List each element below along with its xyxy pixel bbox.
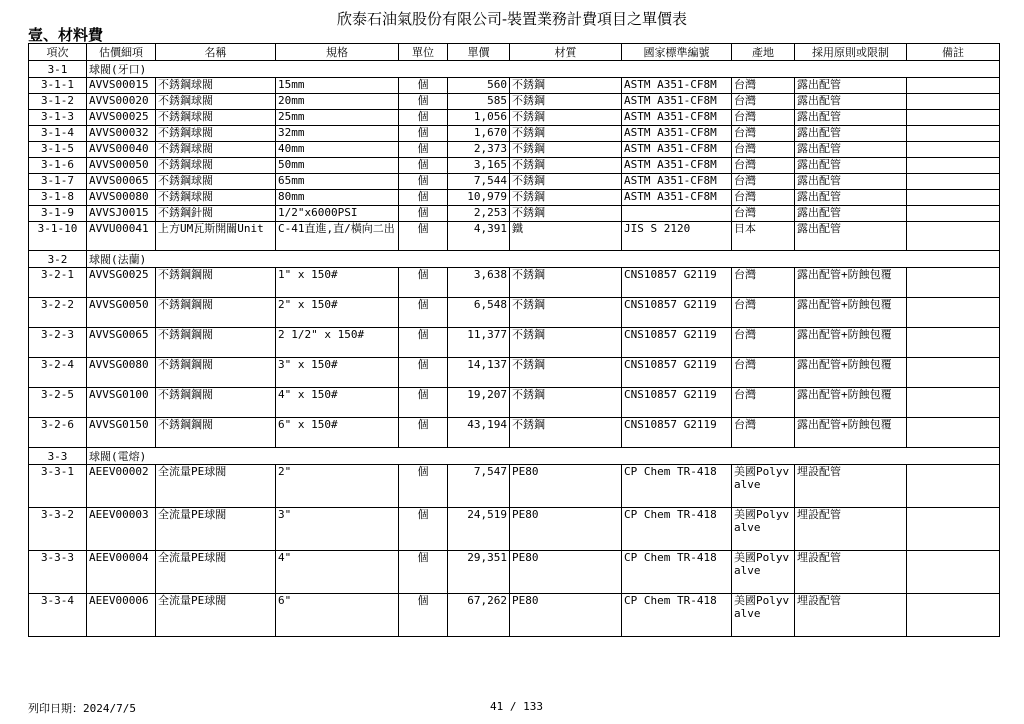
cell-origin: 台灣 [732,126,795,142]
cell-no: 3-1-5 [29,142,87,158]
cell-material: 不銹鋼 [510,174,622,190]
cell-no: 3-3-3 [29,551,87,594]
cell-note [907,190,1000,206]
cell-standard: ASTM A351-CF8M [622,142,732,158]
column-header: 備註 [907,44,1000,61]
cell-unit: 個 [399,190,448,206]
cell-rule: 露出配管+防蝕包覆 [795,298,907,328]
cell-origin: 台灣 [732,268,795,298]
column-header: 材質 [510,44,622,61]
table-row [29,268,1000,298]
cell-name: 不銹鋼球閥 [156,78,276,94]
cell-price: 19,207 [448,388,510,418]
cell-origin: 台灣 [732,94,795,110]
cell-standard: ASTM A351-CF8M [622,158,732,174]
cell-spec: 3" [276,508,399,551]
cell-standard: ASTM A351-CF8M [622,94,732,110]
cell-name: 不銹鋼鋼閥 [156,298,276,328]
cell-item: AVVSG0025 [87,268,156,298]
cell-unit: 個 [399,298,448,328]
cell-note [907,206,1000,222]
cell-standard: CP Chem TR-418 [622,551,732,594]
print-date: 列印日期：2024/7/5 [28,702,136,715]
cell-no: 3-1-8 [29,190,87,206]
cell-price: 3,638 [448,268,510,298]
cell-price: 585 [448,94,510,110]
column-header: 規格 [276,44,399,61]
table-row [29,94,1000,110]
cell-name: 全流量PE球閥 [156,594,276,637]
cell-no: 3-2-2 [29,298,87,328]
cell-name: 全流量PE球閥 [156,508,276,551]
table-row [29,328,1000,358]
cell-material: PE80 [510,508,622,551]
cell-note [907,174,1000,190]
cell-standard: CNS10857 G2119 [622,388,732,418]
column-header: 單價 [448,44,510,61]
cell-rule: 露出配管 [795,78,907,94]
cell-spec: 32mm [276,126,399,142]
cell-no: 3-2-6 [29,418,87,448]
cell-price: 14,137 [448,358,510,388]
cell-material: 不銹鋼 [510,190,622,206]
cell-spec: 2" x 150# [276,298,399,328]
cell-unit: 個 [399,328,448,358]
table-row [29,126,1000,142]
cell-note [907,126,1000,142]
table-row [29,158,1000,174]
cell-unit: 個 [399,206,448,222]
cell-unit: 個 [399,94,448,110]
cell-origin: 美國Polyvalve [732,465,795,508]
cell-material: 不銹鋼 [510,110,622,126]
cell-spec: C-41直進,直/橫向二出 [276,222,399,251]
document-title: 欣泰石油氣股份有限公司-裝置業務計費項目之單價表 [336,10,688,28]
cell-material: 不銹鋼 [510,268,622,298]
cell-rule: 露出配管 [795,190,907,206]
cell-note [907,358,1000,388]
cell-standard: CNS10857 G2119 [622,328,732,358]
cell-item: AVVSG0100 [87,388,156,418]
cell-note [907,110,1000,126]
cell-price: 1,670 [448,126,510,142]
cell-item: AVVS00050 [87,158,156,174]
cell-unit: 個 [399,110,448,126]
cell-rule: 埋設配管 [795,508,907,551]
cell-spec: 1/2"x6000PSI [276,206,399,222]
cell-item: AEEV00002 [87,465,156,508]
group-code: 3-1 [29,61,87,78]
cell-material: 不銹鋼 [510,78,622,94]
cell-origin: 台灣 [732,298,795,328]
cell-spec: 3" x 150# [276,358,399,388]
cell-standard: CP Chem TR-418 [622,465,732,508]
table-row [29,388,1000,418]
table-row [29,78,1000,94]
table-row [29,110,1000,126]
cell-no: 3-2-1 [29,268,87,298]
cell-no: 3-1-9 [29,206,87,222]
cell-note [907,418,1000,448]
cell-standard: CP Chem TR-418 [622,594,732,637]
cell-origin: 台灣 [732,206,795,222]
cell-rule: 露出配管 [795,174,907,190]
cell-origin: 台灣 [732,190,795,206]
cell-rule: 露出配管 [795,110,907,126]
cell-material: PE80 [510,465,622,508]
cell-standard: ASTM A351-CF8M [622,126,732,142]
cell-origin: 美國Polyvalve [732,508,795,551]
cell-standard: CNS10857 G2119 [622,298,732,328]
table-row [29,142,1000,158]
cell-spec: 20mm [276,94,399,110]
cell-origin: 台灣 [732,418,795,448]
cell-price: 2,373 [448,142,510,158]
cell-unit: 個 [399,222,448,251]
group-label: 球閥(法蘭) [87,251,1000,268]
group-row [29,448,1000,465]
table-row [29,508,1000,551]
cell-spec: 2" [276,465,399,508]
table-row [29,174,1000,190]
cell-origin: 台灣 [732,78,795,94]
cell-item: AEEV00003 [87,508,156,551]
cell-note [907,142,1000,158]
cell-item: AVVSG0065 [87,328,156,358]
cell-no: 3-1-3 [29,110,87,126]
cell-price: 24,519 [448,508,510,551]
cell-name: 不銹鋼鋼閥 [156,268,276,298]
cell-note [907,508,1000,551]
cell-item: AVVS00032 [87,126,156,142]
cell-unit: 個 [399,268,448,298]
column-header: 名稱 [156,44,276,61]
cell-spec: 50mm [276,158,399,174]
cell-no: 3-3-1 [29,465,87,508]
cell-price: 11,377 [448,328,510,358]
page-number: 41 / 133 [490,700,543,713]
cell-price: 10,979 [448,190,510,206]
cell-item: AEEV00004 [87,551,156,594]
cell-item: AVVU00041 [87,222,156,251]
table-row [29,298,1000,328]
cell-rule: 埋設配管 [795,594,907,637]
cell-no: 3-2-4 [29,358,87,388]
cell-item: AVVSG0150 [87,418,156,448]
cell-standard: ASTM A351-CF8M [622,78,732,94]
cell-unit: 個 [399,551,448,594]
table-row [29,358,1000,388]
cell-rule: 露出配管 [795,126,907,142]
cell-price: 3,165 [448,158,510,174]
cell-note [907,388,1000,418]
cell-no: 3-1-7 [29,174,87,190]
cell-no: 3-3-4 [29,594,87,637]
cell-spec: 25mm [276,110,399,126]
cell-unit: 個 [399,594,448,637]
cell-standard: CP Chem TR-418 [622,508,732,551]
cell-rule: 露出配管+防蝕包覆 [795,358,907,388]
cell-price: 6,548 [448,298,510,328]
cell-no: 3-2-3 [29,328,87,358]
cell-name: 不銹鋼鋼閥 [156,388,276,418]
cell-unit: 個 [399,78,448,94]
cell-standard: JIS S 2120 [622,222,732,251]
cell-price: 1,056 [448,110,510,126]
cell-name: 上方UM瓦斯開關Unit [156,222,276,251]
cell-name: 不銹鋼球閥 [156,94,276,110]
cell-standard: CNS10857 G2119 [622,268,732,298]
cell-origin: 台灣 [732,174,795,190]
group-label: 球閥(牙口) [87,61,1000,78]
cell-unit: 個 [399,126,448,142]
table-body [29,61,1000,637]
cell-rule: 露出配管 [795,94,907,110]
cell-rule: 露出配管+防蝕包覆 [795,388,907,418]
cell-spec: 65mm [276,174,399,190]
cell-note [907,594,1000,637]
cell-item: AVVS00080 [87,190,156,206]
cell-material: 不銹鋼 [510,126,622,142]
cell-price: 560 [448,78,510,94]
cell-standard: CNS10857 G2119 [622,418,732,448]
cell-no: 3-1-4 [29,126,87,142]
cell-material: 不銹鋼 [510,94,622,110]
cell-price: 7,544 [448,174,510,190]
cell-origin: 日本 [732,222,795,251]
cell-standard: ASTM A351-CF8M [622,110,732,126]
cell-price: 67,262 [448,594,510,637]
table-row [29,418,1000,448]
cell-spec: 6" [276,594,399,637]
section-heading: 壹、材料費 [28,26,104,44]
table-row [29,190,1000,206]
cell-item: AVVS00020 [87,94,156,110]
column-header: 估價細項 [87,44,156,61]
cell-rule: 埋設配管 [795,465,907,508]
cell-origin: 台灣 [732,158,795,174]
cell-unit: 個 [399,174,448,190]
cell-name: 全流量PE球閥 [156,551,276,594]
cell-note [907,222,1000,251]
cell-origin: 台灣 [732,358,795,388]
cell-name: 不銹鋼球閥 [156,110,276,126]
cell-unit: 個 [399,388,448,418]
table-header-row [29,44,1000,61]
cell-no: 3-3-2 [29,508,87,551]
cell-item: AVVSJ0015 [87,206,156,222]
cell-spec: 6" x 150# [276,418,399,448]
cell-material: 鐵 [510,222,622,251]
cell-spec: 1" x 150# [276,268,399,298]
cell-material: PE80 [510,551,622,594]
cell-name: 不銹鋼球閥 [156,142,276,158]
cell-name: 不銹鋼鋼閥 [156,418,276,448]
table-row [29,594,1000,637]
group-row [29,251,1000,268]
cell-price: 43,194 [448,418,510,448]
cell-unit: 個 [399,142,448,158]
cell-material: 不銹鋼 [510,328,622,358]
cell-name: 不銹鋼球閥 [156,174,276,190]
cell-rule: 露出配管 [795,206,907,222]
column-header: 項次 [29,44,87,61]
cell-item: AVVS00025 [87,110,156,126]
cell-origin: 美國Polyvalve [732,594,795,637]
table-row [29,551,1000,594]
cell-note [907,158,1000,174]
table-row [29,465,1000,508]
cell-price: 2,253 [448,206,510,222]
cell-note [907,78,1000,94]
cell-spec: 4" x 150# [276,388,399,418]
group-label: 球閥(電熔) [87,448,1000,465]
cell-name: 不銹鋼針閥 [156,206,276,222]
cell-origin: 台灣 [732,142,795,158]
table-row [29,222,1000,251]
cell-name: 不銹鋼球閥 [156,158,276,174]
cell-name: 不銹鋼鋼閥 [156,358,276,388]
table-row [29,206,1000,222]
cell-rule: 露出配管+防蝕包覆 [795,268,907,298]
cell-spec: 40mm [276,142,399,158]
cell-item: AVVS00040 [87,142,156,158]
price-table [28,43,1000,637]
cell-origin: 台灣 [732,110,795,126]
cell-item: AVVS00015 [87,78,156,94]
cell-standard [622,206,732,222]
cell-name: 全流量PE球閥 [156,465,276,508]
cell-no: 3-1-10 [29,222,87,251]
group-code: 3-3 [29,448,87,465]
cell-rule: 露出配管 [795,222,907,251]
cell-unit: 個 [399,508,448,551]
cell-unit: 個 [399,158,448,174]
cell-origin: 台灣 [732,388,795,418]
cell-unit: 個 [399,465,448,508]
cell-note [907,328,1000,358]
cell-item: AVVSG0080 [87,358,156,388]
cell-unit: 個 [399,418,448,448]
cell-no: 3-1-1 [29,78,87,94]
cell-material: PE80 [510,594,622,637]
column-header: 採用原則或限制 [795,44,907,61]
cell-standard: CNS10857 G2119 [622,358,732,388]
cell-spec: 80mm [276,190,399,206]
cell-item: AVVS00065 [87,174,156,190]
cell-standard: ASTM A351-CF8M [622,174,732,190]
cell-spec: 2 1/2" x 150# [276,328,399,358]
cell-material: 不銹鋼 [510,298,622,328]
group-code: 3-2 [29,251,87,268]
cell-material: 不銹鋼 [510,358,622,388]
cell-rule: 埋設配管 [795,551,907,594]
column-header: 國家標準編號 [622,44,732,61]
cell-material: 不銹鋼 [510,388,622,418]
cell-note [907,551,1000,594]
cell-rule: 露出配管 [795,158,907,174]
cell-spec: 4" [276,551,399,594]
cell-price: 29,351 [448,551,510,594]
cell-material: 不銹鋼 [510,142,622,158]
group-row [29,61,1000,78]
cell-no: 3-1-6 [29,158,87,174]
cell-name: 不銹鋼球閥 [156,126,276,142]
cell-unit: 個 [399,358,448,388]
cell-price: 7,547 [448,465,510,508]
cell-material: 不銹鋼 [510,206,622,222]
cell-name: 不銹鋼鋼閥 [156,328,276,358]
column-header: 產地 [732,44,795,61]
cell-note [907,298,1000,328]
cell-note [907,465,1000,508]
cell-note [907,94,1000,110]
cell-rule: 露出配管+防蝕包覆 [795,328,907,358]
cell-name: 不銹鋼球閥 [156,190,276,206]
cell-spec: 15mm [276,78,399,94]
cell-origin: 台灣 [732,328,795,358]
cell-note [907,268,1000,298]
cell-item: AEEV00006 [87,594,156,637]
cell-origin: 美國Polyvalve [732,551,795,594]
cell-standard: ASTM A351-CF8M [622,190,732,206]
cell-no: 3-2-5 [29,388,87,418]
cell-price: 4,391 [448,222,510,251]
column-header: 單位 [399,44,448,61]
cell-rule: 露出配管 [795,142,907,158]
cell-rule: 露出配管+防蝕包覆 [795,418,907,448]
cell-no: 3-1-2 [29,94,87,110]
cell-item: AVVSG0050 [87,298,156,328]
cell-material: 不銹鋼 [510,158,622,174]
cell-material: 不銹鋼 [510,418,622,448]
